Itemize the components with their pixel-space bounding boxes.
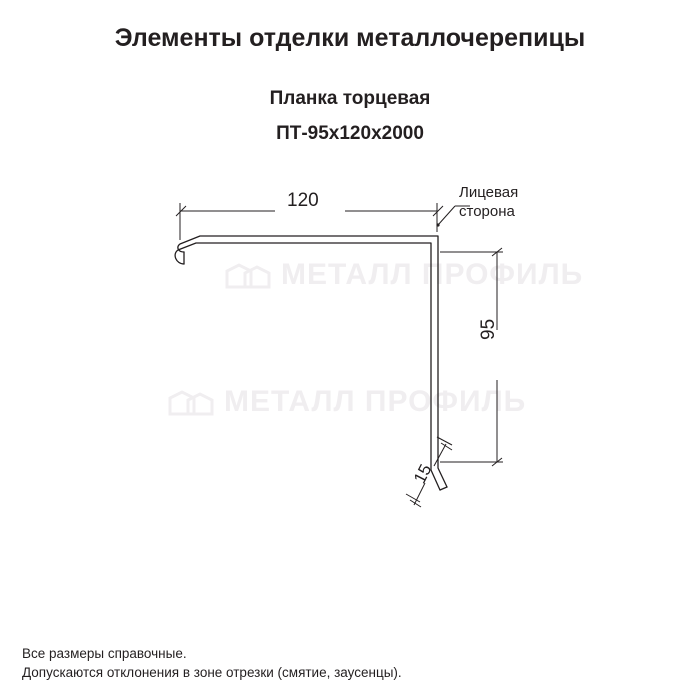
dimension-label-height: 95 bbox=[478, 318, 499, 340]
watermark-text: МЕТАЛЛ ПРОФИЛЬ bbox=[281, 258, 584, 291]
product-code: ПТ-95x120x2000 bbox=[276, 123, 424, 144]
face-side-line-2: сторона bbox=[459, 203, 515, 220]
dimension-label-lip: 15 bbox=[410, 461, 436, 487]
dimension-height bbox=[440, 248, 503, 466]
face-side-annotation bbox=[459, 183, 579, 221]
face-side-line-1: Лицевая bbox=[459, 184, 519, 201]
page-title: Элементы отделки металлочерепицы bbox=[114, 24, 586, 52]
dimension-label-width: 120 bbox=[287, 190, 319, 211]
product-name: Планка торцевая bbox=[269, 88, 431, 109]
footer-line-2: Допускаются отклонения в зоне отрезки (смятие, заусенцы). bbox=[22, 665, 402, 680]
profile-outline bbox=[175, 236, 447, 490]
footer-line-1: Все размеры справочные. bbox=[22, 646, 187, 661]
footer-note bbox=[22, 644, 402, 682]
watermark-text: МЕТАЛЛ ПРОФИЛЬ bbox=[224, 385, 527, 418]
